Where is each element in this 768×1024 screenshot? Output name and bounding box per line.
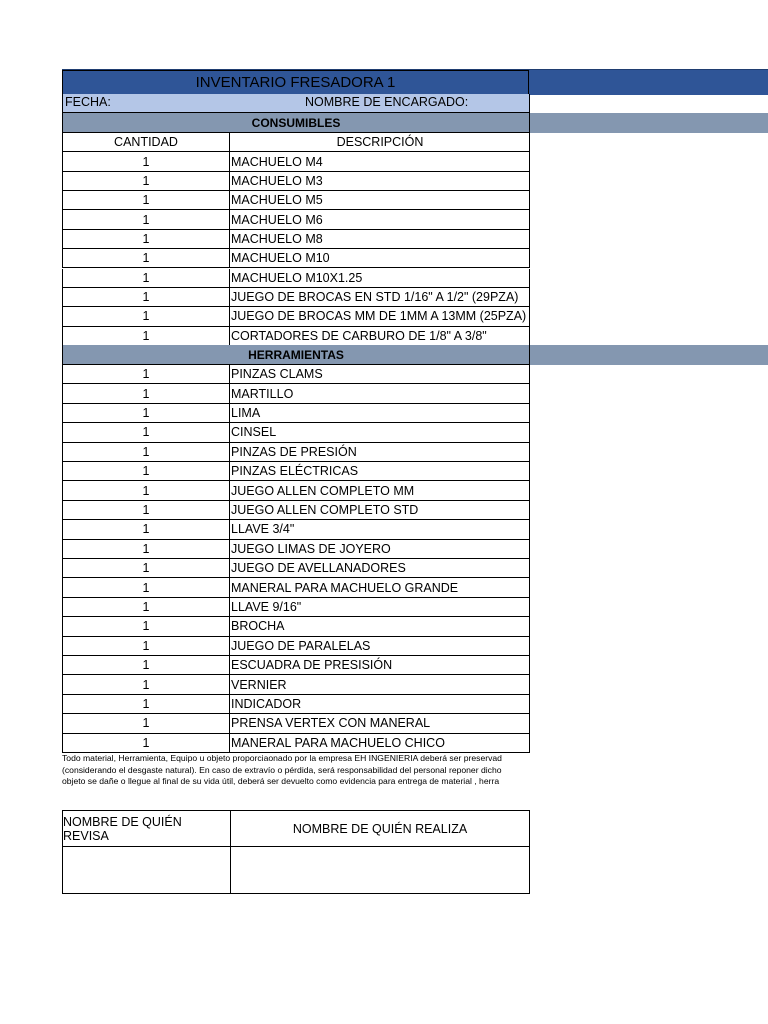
item-description: PINZAS CLAMS [230, 365, 530, 384]
item-quantity: 1 [62, 365, 230, 384]
item-quantity: 1 [62, 269, 230, 288]
section-herramientas-label: HERRAMIENTAS [62, 345, 530, 365]
item-description: JUEGO ALLEN COMPLETO STD [230, 501, 530, 520]
note-line: Todo material, Herramienta, Equipo u objeto proporciaonado por la empresa EH INGENIERIA deberá ser preservad [62, 753, 502, 763]
item-description: JUEGO DE AVELLANADORES [230, 559, 530, 578]
item-quantity: 1 [62, 520, 230, 539]
item-description: MACHUELO M10 [230, 249, 530, 268]
table-row [62, 210, 530, 229]
table-row [62, 307, 530, 326]
item-quantity: 1 [62, 598, 230, 617]
item-description: CORTADORES DE CARBURO DE 1/8" A 3/8" [230, 327, 530, 346]
table-row [62, 520, 530, 539]
table-row [62, 269, 530, 288]
item-description: PRENSA VERTEX CON MANERAL [230, 714, 530, 733]
revisa-header: NOMBRE DE QUIÉN REVISA [62, 810, 231, 847]
item-quantity: 1 [62, 191, 230, 210]
table-row [62, 675, 530, 694]
table-row [62, 714, 530, 733]
disclaimer-note [62, 753, 530, 791]
table-row [62, 191, 530, 210]
table-row [62, 384, 530, 403]
item-quantity: 1 [62, 617, 230, 636]
table-row [62, 656, 530, 675]
encargado-label: NOMBRE DE ENCARGADO: [305, 95, 469, 109]
item-quantity: 1 [62, 423, 230, 442]
table-row [62, 327, 530, 346]
item-description: MACHUELO M4 [230, 152, 530, 171]
item-description: MACHUELO M3 [230, 172, 530, 191]
revisa-signature-field[interactable] [62, 846, 231, 894]
item-description: LLAVE 3/4" [230, 520, 530, 539]
table-row [62, 462, 530, 481]
table-row [62, 423, 530, 442]
item-description: LIMA [230, 404, 530, 423]
info-row [62, 94, 530, 113]
table-row [62, 540, 530, 559]
table-row [62, 695, 530, 714]
item-quantity: 1 [62, 307, 230, 326]
table-row [62, 598, 530, 617]
item-description: JUEGO DE BROCAS EN STD 1/16" A 1/2" (29PZA) [230, 288, 530, 307]
realiza-signature-field[interactable] [230, 846, 530, 894]
item-quantity: 1 [62, 734, 230, 753]
table-row [62, 249, 530, 268]
table-row [62, 637, 530, 656]
table-row [62, 559, 530, 578]
item-quantity: 1 [62, 578, 230, 597]
realiza-header: NOMBRE DE QUIÉN REALIZA [230, 810, 530, 847]
item-description: JUEGO LIMAS DE JOYERO [230, 540, 530, 559]
item-description: PINZAS ELÉCTRICAS [230, 462, 530, 481]
note-line: objeto se dañe o llegue al final de su vida útil, deberá ser devuelto como evidencia para entrega de material , herra [62, 776, 500, 786]
item-quantity: 1 [62, 152, 230, 171]
item-quantity: 1 [62, 230, 230, 249]
item-description: MARTILLO [230, 384, 530, 403]
item-description: VERNIER [230, 675, 530, 694]
table-row [62, 288, 530, 307]
item-description: MACHUELO M5 [230, 191, 530, 210]
item-quantity: 1 [62, 559, 230, 578]
item-quantity: 1 [62, 501, 230, 520]
item-description: LLAVE 9/16" [230, 598, 530, 617]
item-description: MACHUELO M8 [230, 230, 530, 249]
section-herramientas [62, 345, 768, 365]
item-quantity: 1 [62, 695, 230, 714]
column-header-row [62, 133, 530, 152]
note-line: (considerando el desgaste natural). En caso de extravío o pérdida, será responsabilidad del personal reponer dicho [62, 764, 502, 775]
table-row [62, 152, 530, 171]
table-row [62, 172, 530, 191]
item-description: MANERAL PARA MACHUELO GRANDE [230, 578, 530, 597]
item-quantity: 1 [62, 656, 230, 675]
item-quantity: 1 [62, 481, 230, 500]
item-quantity: 1 [62, 540, 230, 559]
item-description: MANERAL PARA MACHUELO CHICO [230, 734, 530, 753]
item-description: JUEGO ALLEN COMPLETO MM [230, 481, 530, 500]
table-row [62, 443, 530, 462]
item-description: MACHUELO M6 [230, 210, 530, 229]
item-quantity: 1 [62, 462, 230, 481]
column-header-descripcion: DESCRIPCIÓN [230, 133, 530, 152]
item-quantity: 1 [62, 288, 230, 307]
item-description: CINSEL [230, 423, 530, 442]
title-bar [62, 69, 768, 95]
item-quantity: 1 [62, 404, 230, 423]
sheet-title: INVENTARIO FRESADORA 1 [62, 70, 529, 95]
item-description: INDICADOR [230, 695, 530, 714]
signature-table [62, 810, 530, 894]
table-row [62, 734, 530, 753]
item-description: PINZAS DE PRESIÓN [230, 443, 530, 462]
column-header-cantidad: CANTIDAD [62, 133, 230, 152]
item-quantity: 1 [62, 249, 230, 268]
table-row [62, 404, 530, 423]
item-quantity: 1 [62, 714, 230, 733]
item-description: MACHUELO M10X1.25 [230, 269, 530, 288]
item-description: JUEGO DE PARALELAS [230, 637, 530, 656]
section-consumibles-label: CONSUMIBLES [62, 113, 530, 133]
item-description: BROCHA [230, 617, 530, 636]
item-description: ESCUADRA DE PRESISIÓN [230, 656, 530, 675]
item-quantity: 1 [62, 172, 230, 191]
item-quantity: 1 [62, 384, 230, 403]
table-row [62, 365, 530, 384]
table-row [62, 501, 530, 520]
table-row [62, 578, 530, 597]
item-quantity: 1 [62, 443, 230, 462]
item-quantity: 1 [62, 327, 230, 346]
section-consumibles [62, 113, 768, 133]
item-quantity: 1 [62, 637, 230, 656]
table-row [62, 230, 530, 249]
item-quantity: 1 [62, 210, 230, 229]
item-quantity: 1 [62, 675, 230, 694]
table-row [62, 617, 530, 636]
table-row [62, 481, 530, 500]
fecha-label: FECHA: [65, 95, 111, 109]
item-description: JUEGO DE BROCAS MM DE 1MM A 13MM (25PZA) [230, 307, 530, 326]
